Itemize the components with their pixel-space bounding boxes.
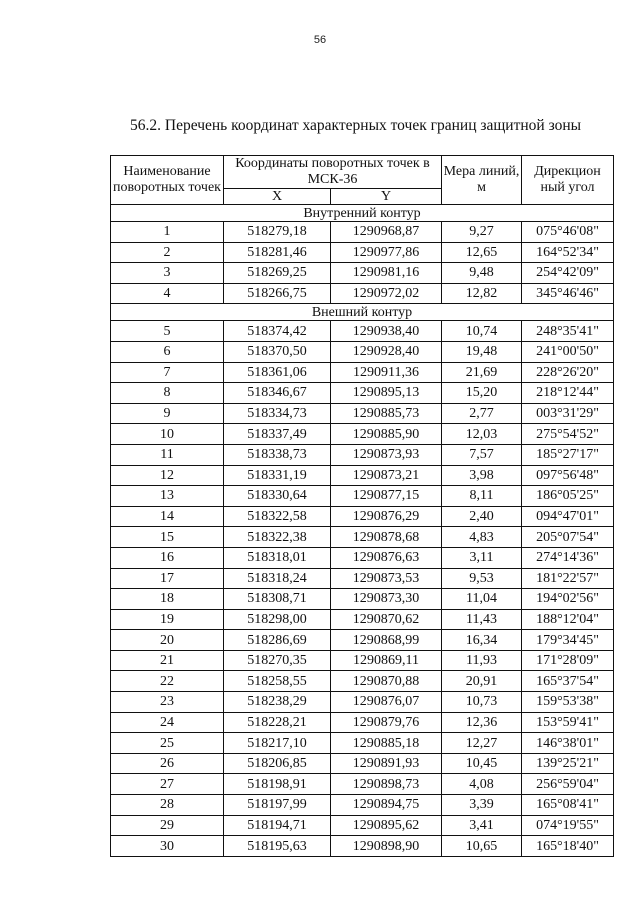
x-coordinate-cell: 518217,10	[224, 733, 331, 754]
direction-angle-cell: 094°47'01"	[522, 506, 614, 527]
table-row	[111, 692, 614, 713]
x-coordinate-cell: 518269,25	[224, 263, 331, 284]
y-coordinate-cell: 1290885,18	[331, 733, 442, 754]
table-row	[111, 242, 614, 263]
y-coordinate-cell: 1290898,90	[331, 836, 442, 857]
direction-angle-cell: 165°37'54"	[522, 671, 614, 692]
direction-angle-cell: 345°46'46"	[522, 283, 614, 304]
line-length-cell: 9,53	[442, 568, 522, 589]
table-row	[111, 283, 614, 304]
y-coordinate-cell: 1290868,99	[331, 630, 442, 651]
direction-angle-cell: 218°12'44"	[522, 383, 614, 404]
line-length-cell: 10,74	[442, 321, 522, 342]
point-number-cell: 12	[111, 465, 224, 486]
direction-angle-cell: 256°59'04"	[522, 774, 614, 795]
header-direction-angle: Дирекцион ный угол	[522, 156, 614, 205]
line-length-cell: 3,11	[442, 547, 522, 568]
point-number-cell: 20	[111, 630, 224, 651]
y-coordinate-cell: 1290876,63	[331, 547, 442, 568]
direction-angle-cell: 186°05'25"	[522, 486, 614, 507]
x-coordinate-cell: 518279,18	[224, 222, 331, 243]
table-row	[111, 222, 614, 243]
y-coordinate-cell: 1290981,16	[331, 263, 442, 284]
y-coordinate-cell: 1290876,29	[331, 506, 442, 527]
table-row	[111, 362, 614, 383]
line-length-cell: 21,69	[442, 362, 522, 383]
direction-angle-cell: 074°19'55"	[522, 815, 614, 836]
y-coordinate-cell: 1290869,11	[331, 650, 442, 671]
y-coordinate-cell: 1290876,07	[331, 692, 442, 713]
line-length-cell: 12,82	[442, 283, 522, 304]
table-row	[111, 712, 614, 733]
direction-angle-cell: 188°12'04"	[522, 609, 614, 630]
table-row	[111, 836, 614, 857]
point-number-cell: 14	[111, 506, 224, 527]
header-line-length: Мера линий, м	[442, 156, 522, 205]
header-y: Y	[331, 189, 442, 205]
point-number-cell: 13	[111, 486, 224, 507]
table-row	[111, 444, 614, 465]
line-length-cell: 9,48	[442, 263, 522, 284]
point-number-cell: 10	[111, 424, 224, 445]
direction-angle-cell: 181°22'57"	[522, 568, 614, 589]
direction-angle-cell: 164°52'34"	[522, 242, 614, 263]
line-length-cell: 10,65	[442, 836, 522, 857]
y-coordinate-cell: 1290870,62	[331, 609, 442, 630]
line-length-cell: 9,27	[442, 222, 522, 243]
point-number-cell: 6	[111, 341, 224, 362]
direction-angle-cell: 171°28'09"	[522, 650, 614, 671]
x-coordinate-cell: 518198,91	[224, 774, 331, 795]
x-coordinate-cell: 518346,67	[224, 383, 331, 404]
point-number-cell: 26	[111, 753, 224, 774]
y-coordinate-cell: 1290968,87	[331, 222, 442, 243]
point-number-cell: 1	[111, 222, 224, 243]
section-label: Внутренний контур	[111, 205, 614, 222]
y-coordinate-cell: 1290873,53	[331, 568, 442, 589]
line-length-cell: 2,40	[442, 506, 522, 527]
point-number-cell: 17	[111, 568, 224, 589]
direction-angle-cell: 228°26'20"	[522, 362, 614, 383]
y-coordinate-cell: 1290877,15	[331, 486, 442, 507]
point-number-cell: 5	[111, 321, 224, 342]
direction-angle-cell: 179°34'45"	[522, 630, 614, 651]
direction-angle-cell: 275°54'52"	[522, 424, 614, 445]
x-coordinate-cell: 518195,63	[224, 836, 331, 857]
table-row	[111, 815, 614, 836]
direction-angle-cell: 254°42'09"	[522, 263, 614, 284]
table-row	[111, 465, 614, 486]
x-coordinate-cell: 518194,71	[224, 815, 331, 836]
y-coordinate-cell: 1290895,62	[331, 815, 442, 836]
y-coordinate-cell: 1290928,40	[331, 341, 442, 362]
direction-angle-cell: 003°31'29"	[522, 403, 614, 424]
x-coordinate-cell: 518374,42	[224, 321, 331, 342]
x-coordinate-cell: 518238,29	[224, 692, 331, 713]
point-number-cell: 29	[111, 815, 224, 836]
x-coordinate-cell: 518338,73	[224, 444, 331, 465]
point-number-cell: 23	[111, 692, 224, 713]
line-length-cell: 11,04	[442, 589, 522, 610]
x-coordinate-cell: 518298,00	[224, 609, 331, 630]
x-coordinate-cell: 518270,35	[224, 650, 331, 671]
x-coordinate-cell: 518281,46	[224, 242, 331, 263]
x-coordinate-cell: 518308,71	[224, 589, 331, 610]
y-coordinate-cell: 1290895,13	[331, 383, 442, 404]
line-length-cell: 3,41	[442, 815, 522, 836]
direction-angle-cell: 165°18'40"	[522, 836, 614, 857]
x-coordinate-cell: 518322,38	[224, 527, 331, 548]
table-row	[111, 547, 614, 568]
table-row	[111, 609, 614, 630]
line-length-cell: 12,03	[442, 424, 522, 445]
table-row	[111, 341, 614, 362]
x-coordinate-cell: 518334,73	[224, 403, 331, 424]
x-coordinate-cell: 518266,75	[224, 283, 331, 304]
direction-angle-cell: 205°07'54"	[522, 527, 614, 548]
point-number-cell: 19	[111, 609, 224, 630]
header-point-name: Наименование поворотных точек	[111, 156, 224, 205]
x-coordinate-cell: 518331,19	[224, 465, 331, 486]
point-number-cell: 28	[111, 795, 224, 816]
direction-angle-cell: 185°27'17"	[522, 444, 614, 465]
line-length-cell: 12,65	[442, 242, 522, 263]
x-coordinate-cell: 518370,50	[224, 341, 331, 362]
line-length-cell: 20,91	[442, 671, 522, 692]
y-coordinate-cell: 1290885,90	[331, 424, 442, 445]
table-row	[111, 321, 614, 342]
direction-angle-cell: 146°38'01"	[522, 733, 614, 754]
table-row	[111, 568, 614, 589]
line-length-cell: 4,08	[442, 774, 522, 795]
table-row	[111, 383, 614, 404]
table-body	[111, 205, 614, 857]
y-coordinate-cell: 1290885,73	[331, 403, 442, 424]
x-coordinate-cell: 518258,55	[224, 671, 331, 692]
page-number: 56	[313, 34, 327, 46]
y-coordinate-cell: 1290891,93	[331, 753, 442, 774]
point-number-cell: 3	[111, 263, 224, 284]
point-number-cell: 4	[111, 283, 224, 304]
section-label: Внешний контур	[111, 304, 614, 321]
line-length-cell: 3,39	[442, 795, 522, 816]
point-number-cell: 22	[111, 671, 224, 692]
y-coordinate-cell: 1290938,40	[331, 321, 442, 342]
direction-angle-cell: 194°02'56"	[522, 589, 614, 610]
x-coordinate-cell: 518286,69	[224, 630, 331, 651]
y-coordinate-cell: 1290878,68	[331, 527, 442, 548]
y-coordinate-cell: 1290873,30	[331, 589, 442, 610]
line-length-cell: 10,45	[442, 753, 522, 774]
direction-angle-cell: 097°56'48"	[522, 465, 614, 486]
point-number-cell: 8	[111, 383, 224, 404]
x-coordinate-cell: 518337,49	[224, 424, 331, 445]
direction-angle-cell: 248°35'41"	[522, 321, 614, 342]
table-row	[111, 589, 614, 610]
table-row	[111, 774, 614, 795]
point-number-cell: 30	[111, 836, 224, 857]
table-row	[111, 753, 614, 774]
line-length-cell: 12,27	[442, 733, 522, 754]
direction-angle-cell: 153°59'41"	[522, 712, 614, 733]
x-coordinate-cell: 518361,06	[224, 362, 331, 383]
line-length-cell: 8,11	[442, 486, 522, 507]
point-number-cell: 7	[111, 362, 224, 383]
line-length-cell: 12,36	[442, 712, 522, 733]
point-number-cell: 15	[111, 527, 224, 548]
x-coordinate-cell: 518318,24	[224, 568, 331, 589]
y-coordinate-cell: 1290972,02	[331, 283, 442, 304]
line-length-cell: 7,57	[442, 444, 522, 465]
line-length-cell: 16,34	[442, 630, 522, 651]
point-number-cell: 9	[111, 403, 224, 424]
line-length-cell: 19,48	[442, 341, 522, 362]
point-number-cell: 24	[111, 712, 224, 733]
direction-angle-cell: 241°00'50"	[522, 341, 614, 362]
header-x: X	[224, 189, 331, 205]
x-coordinate-cell: 518206,85	[224, 753, 331, 774]
direction-angle-cell: 159°53'38"	[522, 692, 614, 713]
y-coordinate-cell: 1290898,73	[331, 774, 442, 795]
document-title: 56.2. Перечень координат характерных точек границ защитной зоны	[130, 117, 582, 134]
x-coordinate-cell: 518322,58	[224, 506, 331, 527]
direction-angle-cell: 274°14'36"	[522, 547, 614, 568]
table-row	[111, 403, 614, 424]
direction-angle-cell: 075°46'08"	[522, 222, 614, 243]
table-row	[111, 671, 614, 692]
table-row	[111, 424, 614, 445]
line-length-cell: 11,93	[442, 650, 522, 671]
direction-angle-cell: 165°08'41"	[522, 795, 614, 816]
y-coordinate-cell: 1290873,21	[331, 465, 442, 486]
line-length-cell: 2,77	[442, 403, 522, 424]
coordinates-table	[110, 155, 614, 857]
point-number-cell: 2	[111, 242, 224, 263]
x-coordinate-cell: 518330,64	[224, 486, 331, 507]
table-row	[111, 733, 614, 754]
point-number-cell: 21	[111, 650, 224, 671]
point-number-cell: 18	[111, 589, 224, 610]
line-length-cell: 3,98	[442, 465, 522, 486]
section-row	[111, 205, 614, 222]
header-coordinates: Координаты поворотных точек в МСК-36	[224, 156, 442, 189]
y-coordinate-cell: 1290870,88	[331, 671, 442, 692]
line-length-cell: 4,83	[442, 527, 522, 548]
line-length-cell: 15,20	[442, 383, 522, 404]
table-row	[111, 263, 614, 284]
y-coordinate-cell: 1290894,75	[331, 795, 442, 816]
table-row	[111, 650, 614, 671]
line-length-cell: 11,43	[442, 609, 522, 630]
y-coordinate-cell: 1290977,86	[331, 242, 442, 263]
x-coordinate-cell: 518228,21	[224, 712, 331, 733]
point-number-cell: 16	[111, 547, 224, 568]
table-row	[111, 506, 614, 527]
table-row	[111, 795, 614, 816]
x-coordinate-cell: 518318,01	[224, 547, 331, 568]
y-coordinate-cell: 1290879,76	[331, 712, 442, 733]
point-number-cell: 11	[111, 444, 224, 465]
direction-angle-cell: 139°25'21"	[522, 753, 614, 774]
y-coordinate-cell: 1290911,36	[331, 362, 442, 383]
line-length-cell: 10,73	[442, 692, 522, 713]
section-row	[111, 304, 614, 321]
table-row	[111, 630, 614, 651]
y-coordinate-cell: 1290873,93	[331, 444, 442, 465]
point-number-cell: 25	[111, 733, 224, 754]
x-coordinate-cell: 518197,99	[224, 795, 331, 816]
point-number-cell: 27	[111, 774, 224, 795]
table-row	[111, 527, 614, 548]
table-row	[111, 486, 614, 507]
